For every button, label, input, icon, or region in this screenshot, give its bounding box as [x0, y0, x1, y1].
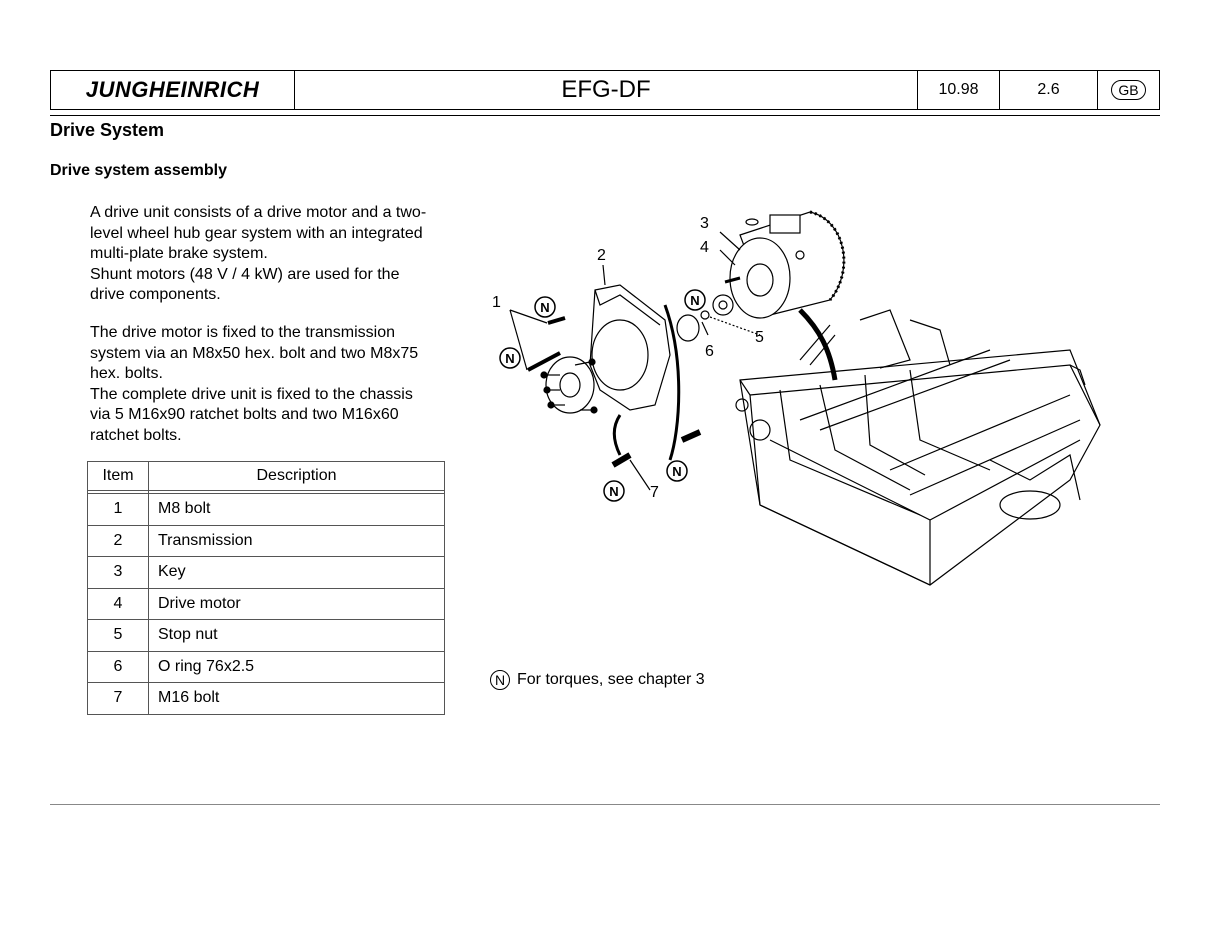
text-line: drive components.: [90, 286, 221, 303]
callout-7: 7: [650, 484, 659, 501]
item-number: 7: [88, 683, 149, 715]
page-heading: Drive System: [50, 120, 165, 140]
transmission-drawing: [541, 285, 679, 460]
mounting-paragraph: [90, 323, 445, 446]
item-number: 6: [88, 651, 149, 683]
chassis-frame-drawing: [736, 310, 1100, 585]
item-number: 5: [88, 620, 149, 652]
item-number: 3: [88, 557, 149, 589]
item-number: 4: [88, 588, 149, 620]
callout-6: 6: [705, 343, 714, 360]
item-description: Stop nut: [149, 620, 445, 652]
parts-table: [87, 461, 445, 715]
text-line: The complete drive unit is fixed to the chassis: [90, 385, 413, 403]
item-description: M8 bolt: [149, 494, 445, 526]
torque-marker: N: [540, 300, 550, 315]
drive-system-exploded-drawing: [470, 190, 1120, 610]
section-subheading: Drive system assembly: [50, 162, 227, 179]
text-line: The drive motor is fixed to the transmission: [90, 324, 396, 341]
item-description: M16 bolt: [149, 683, 445, 715]
item-number: 1: [88, 494, 149, 526]
torque-marker: N: [505, 351, 515, 366]
text-line: hex. bolts.: [90, 365, 163, 382]
torque-note: [490, 670, 705, 690]
language-cell: [1098, 71, 1159, 109]
text-line: level wheel hub gear system with an integrated: [90, 224, 423, 242]
torque-symbol: N: [490, 670, 510, 690]
motor-install-arrow: [800, 310, 835, 380]
table-header-row: [88, 462, 445, 491]
footer-divider: [50, 804, 1160, 805]
callout-3: 3: [700, 215, 709, 232]
table-row: [88, 588, 445, 620]
torque-note-text: For torques, see chapter 3: [517, 671, 705, 688]
table-row: [88, 651, 445, 683]
item-description: O ring 76x2.5: [149, 651, 445, 683]
section-number: 2.6: [1000, 71, 1098, 109]
torque-marker: N: [690, 293, 700, 308]
text-line: ratchet bolts.: [90, 426, 182, 444]
key-drawing: [746, 219, 758, 225]
table-row: [88, 525, 445, 557]
document-header: [50, 70, 1160, 110]
m16-bolts-drawing: [613, 432, 700, 490]
text-line: system via an M8x50 hex. bolt and two M8x75: [90, 344, 419, 362]
callout-1: 1: [492, 294, 501, 311]
table-row: [88, 494, 445, 526]
callout-5: 5: [755, 329, 764, 346]
item-description: Drive motor: [149, 588, 445, 620]
text-line: via 5 M16x90 ratchet bolts and two M16x60: [90, 406, 399, 423]
column-header-item: Item: [88, 462, 149, 491]
torque-marker: N: [609, 484, 619, 499]
table-row: [88, 557, 445, 589]
brand-logo: JUNGHEINRICH: [85, 77, 260, 102]
torque-marker: N: [672, 464, 682, 479]
column-header-description: Description: [149, 462, 445, 491]
text-line: multi-plate brake system.: [90, 245, 268, 262]
table-row: [88, 620, 445, 652]
drive-motor-drawing: [725, 212, 844, 318]
model-title: EFG-DF: [295, 71, 918, 109]
text-line: Shunt motors (48 V / 4 kW) are used for the: [90, 265, 400, 283]
table-row: [88, 683, 445, 715]
item-description: Key: [149, 557, 445, 589]
text-line: A drive unit consists of a drive motor and a two-: [90, 204, 427, 221]
item-description: Transmission: [149, 525, 445, 557]
callout-4: 4: [700, 239, 709, 256]
document-date: 10.98: [918, 71, 1000, 109]
callout-2: 2: [597, 247, 606, 264]
intro-paragraph: [90, 203, 445, 306]
header-divider: [50, 115, 1160, 116]
o-ring-drawing: [677, 315, 699, 341]
language-badge: GB: [1111, 80, 1145, 100]
brand-logo-cell: [51, 71, 295, 109]
item-number: 2: [88, 525, 149, 557]
